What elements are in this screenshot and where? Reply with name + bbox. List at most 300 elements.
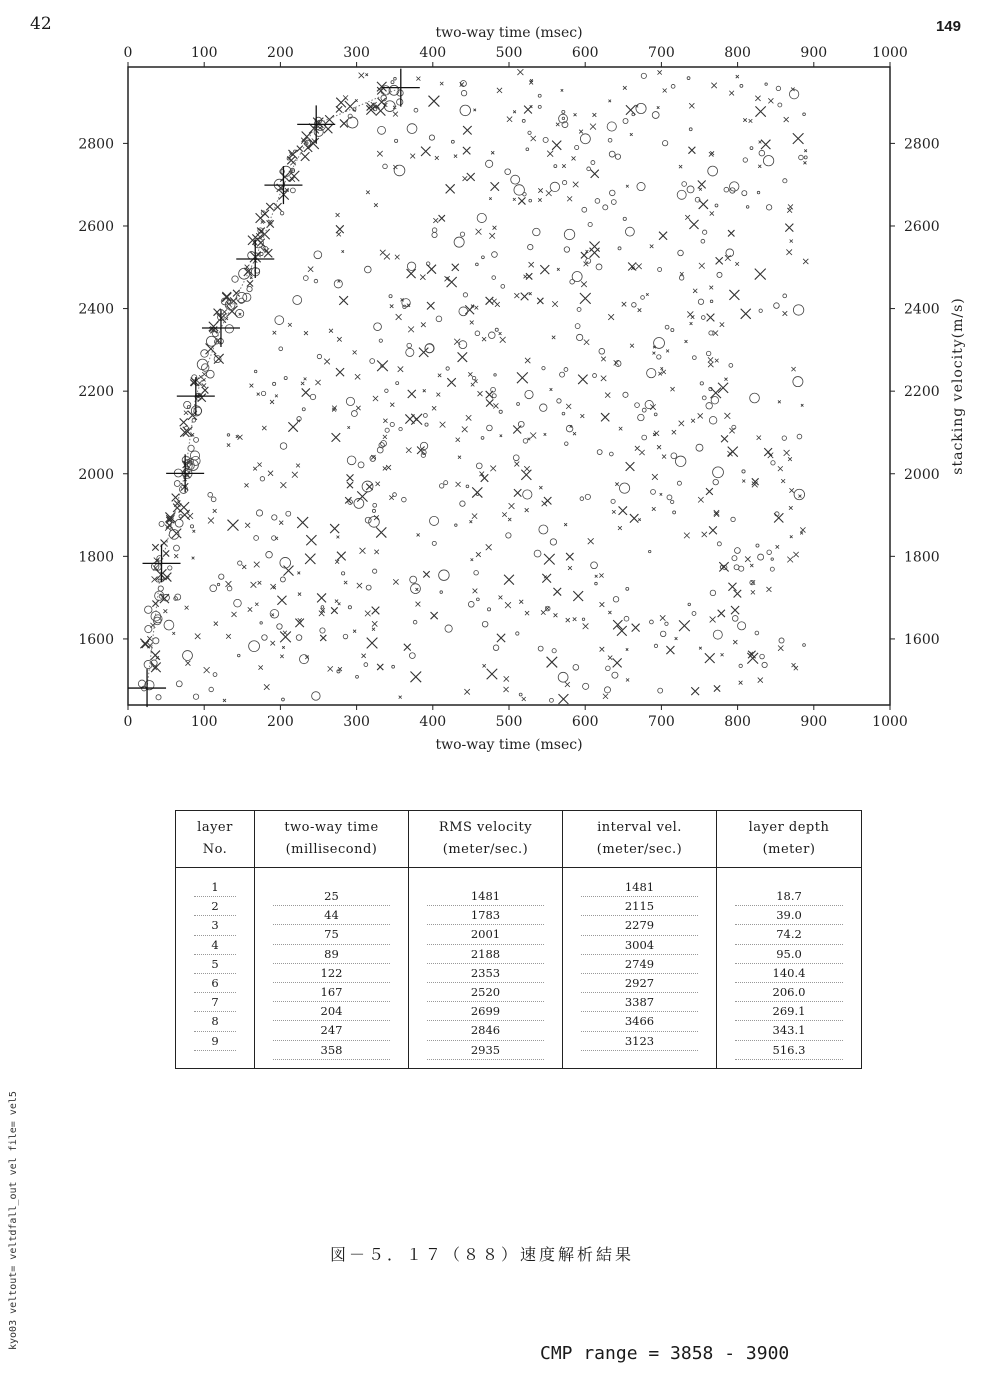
semblance-mark [280, 211, 284, 215]
semblance-mark [402, 497, 407, 502]
semblance-mark [374, 515, 379, 520]
semblance-mark [385, 428, 389, 432]
semblance-mark [435, 156, 439, 160]
semblance-mark [505, 169, 511, 175]
semblance-mark [767, 550, 772, 555]
semblance-mark [460, 232, 464, 236]
semblance-mark [373, 569, 377, 573]
semblance-mark [477, 213, 486, 222]
semblance-mark [778, 645, 783, 650]
semblance-mark [280, 577, 285, 582]
semblance-mark [615, 482, 618, 485]
semblance-mark [552, 649, 556, 653]
semblance-mark [583, 683, 589, 689]
semblance-mark [463, 176, 468, 181]
semblance-mark [231, 612, 236, 617]
semblance-mark [183, 651, 193, 661]
semblance-mark [735, 548, 741, 554]
semblance-mark [757, 436, 761, 440]
semblance-mark [373, 503, 377, 507]
semblance-mark [711, 397, 718, 404]
semblance-mark [517, 69, 523, 75]
semblance-mark [320, 635, 326, 641]
semblance-mark [466, 415, 471, 420]
semblance-mark [476, 463, 482, 469]
semblance-mark [454, 155, 457, 158]
semblance-mark [491, 182, 499, 190]
semblance-mark [499, 410, 502, 413]
semblance-mark [755, 269, 766, 280]
semblance-mark [423, 389, 426, 392]
cell-rms-velocity: 2699 [427, 1002, 544, 1021]
semblance-mark [729, 290, 739, 300]
semblance-mark [504, 676, 509, 681]
semblance-mark [588, 222, 592, 226]
semblance-mark [370, 359, 375, 364]
semblance-mark [374, 323, 382, 331]
cell-layer-depth: 95.0 [735, 945, 843, 964]
semblance-mark [195, 634, 201, 640]
y-tick-label: 2200 [904, 384, 940, 401]
semblance-mark [793, 305, 803, 315]
semblance-mark [329, 329, 333, 333]
semblance-mark [710, 211, 714, 215]
y-tick-label: 2000 [904, 466, 940, 483]
semblance-mark [305, 554, 315, 564]
semblance-mark [492, 276, 496, 280]
semblance-mark [357, 583, 362, 588]
semblance-mark [742, 470, 745, 473]
semblance-mark [447, 277, 457, 287]
semblance-mark [433, 218, 438, 223]
semblance-mark [254, 370, 257, 373]
semblance-mark [608, 100, 611, 103]
semblance-mark [784, 117, 789, 122]
semblance-mark [227, 586, 232, 591]
semblance-mark [553, 588, 561, 596]
cell-layer-depth: 18.7 [735, 887, 843, 906]
semblance-mark [280, 655, 283, 658]
cell-two-way-time: 204 [273, 1002, 390, 1021]
semblance-mark [463, 293, 467, 297]
semblance-mark [758, 678, 763, 683]
semblance-mark [487, 669, 498, 680]
semblance-mark [337, 232, 341, 236]
semblance-mark [514, 462, 519, 467]
semblance-mark [566, 404, 571, 409]
semblance-mark [525, 358, 530, 363]
semblance-mark [786, 249, 792, 255]
semblance-mark [573, 617, 577, 621]
semblance-mark [585, 494, 590, 499]
cell-two-way-time: 122 [273, 964, 390, 983]
semblance-mark [523, 490, 532, 499]
semblance-mark [578, 375, 587, 384]
semblance-mark [513, 455, 519, 461]
semblance-mark [550, 388, 553, 391]
semblance-mark [639, 450, 644, 455]
semblance-mark [427, 265, 436, 274]
semblance-mark [603, 694, 608, 699]
semblance-mark [589, 241, 599, 251]
semblance-mark [539, 525, 548, 534]
semblance-mark [145, 606, 152, 613]
semblance-mark [599, 573, 603, 577]
semblance-mark [542, 574, 551, 583]
semblance-mark [351, 411, 357, 417]
semblance-mark [500, 337, 506, 343]
semblance-mark [667, 495, 672, 500]
semblance-mark [793, 377, 803, 387]
semblance-mark [147, 636, 152, 641]
semblance-mark [577, 307, 581, 311]
semblance-mark [564, 247, 569, 252]
semblance-mark [513, 425, 521, 433]
semblance-mark [192, 530, 195, 533]
semblance-mark [467, 173, 475, 181]
semblance-mark [304, 377, 307, 380]
semblance-mark [580, 414, 584, 418]
semblance-mark [245, 523, 250, 528]
semblance-mark [447, 378, 455, 386]
semblance-mark [713, 630, 722, 639]
semblance-mark [255, 603, 258, 606]
semblance-mark [272, 536, 277, 541]
semblance-mark [283, 631, 287, 635]
semblance-mark [776, 545, 779, 548]
semblance-mark [290, 188, 295, 193]
semblance-mark [436, 316, 442, 322]
semblance-mark [296, 635, 302, 641]
semblance-mark [522, 697, 526, 701]
semblance-mark [657, 70, 661, 74]
semblance-mark [652, 507, 656, 511]
semblance-mark [504, 575, 514, 585]
semblance-mark [374, 203, 378, 207]
semblance-mark [407, 343, 412, 348]
cell-layer-no: 3 [194, 916, 236, 935]
semblance-mark [408, 327, 414, 333]
semblance-mark [258, 581, 262, 585]
x-tick-label: 800 [724, 714, 751, 730]
semblance-mark [733, 640, 737, 644]
semblance-mark [713, 479, 718, 484]
header-layer-no: layer No. [176, 811, 255, 868]
semblance-mark [493, 645, 499, 651]
semblance-mark [383, 435, 387, 439]
semblance-mark [406, 348, 414, 356]
semblance-mark [657, 355, 661, 359]
semblance-mark [626, 185, 629, 188]
cell-interval-vel: 3123 [581, 1032, 698, 1051]
semblance-mark [803, 259, 808, 264]
semblance-mark [518, 421, 524, 427]
y-tick-label: 2000 [78, 466, 114, 483]
semblance-mark [699, 647, 702, 650]
semblance-mark [439, 570, 450, 581]
semblance-mark [282, 646, 285, 649]
semblance-mark [750, 147, 753, 150]
semblance-mark [296, 464, 300, 468]
semblance-mark [576, 334, 582, 340]
semblance-mark [331, 607, 338, 614]
interval-vel-column [563, 868, 717, 1069]
semblance-mark [711, 83, 716, 88]
semblance-mark [651, 490, 656, 495]
plot-frame [128, 67, 890, 705]
semblance-mark [159, 521, 164, 526]
velocity-function-line [147, 88, 401, 688]
semblance-mark [575, 324, 580, 329]
semblance-mark [471, 383, 474, 386]
semblance-mark [260, 622, 262, 624]
header-layer-depth: layer depth (meter) [717, 811, 862, 868]
semblance-mark [473, 589, 478, 594]
semblance-mark [609, 190, 615, 196]
semblance-mark [562, 180, 566, 184]
semblance-mark [736, 75, 739, 78]
semblance-mark [336, 213, 340, 217]
semblance-mark [239, 268, 250, 279]
semblance-mark [710, 617, 716, 623]
semblance-mark [174, 481, 180, 487]
semblance-mark [421, 322, 426, 327]
semblance-mark [261, 210, 269, 218]
semblance-mark [528, 244, 533, 249]
semblance-mark [798, 495, 801, 498]
semblance-mark [260, 477, 264, 481]
semblance-mark [264, 249, 272, 257]
semblance-mark [652, 112, 659, 119]
semblance-mark [341, 572, 344, 575]
semblance-mark [793, 133, 804, 144]
cell-interval-vel: 3387 [581, 993, 698, 1012]
semblance-mark [355, 99, 358, 102]
semblance-mark [613, 620, 622, 629]
semblance-mark [609, 452, 613, 456]
semblance-mark [495, 328, 498, 331]
y-tick-label: 2600 [78, 218, 114, 235]
semblance-mark [497, 634, 505, 642]
semblance-mark [393, 493, 397, 497]
semblance-mark [347, 482, 353, 488]
semblance-mark [458, 352, 468, 362]
cell-interval-vel: 1481 [581, 878, 698, 897]
semblance-mark [774, 303, 780, 309]
semblance-mark [542, 501, 547, 506]
semblance-mark [377, 360, 388, 371]
semblance-mark [225, 325, 233, 333]
semblance-mark [691, 419, 695, 423]
semblance-mark [728, 583, 736, 591]
semblance-mark [474, 379, 478, 383]
semblance-mark [537, 298, 543, 304]
semblance-mark [675, 456, 685, 466]
semblance-mark [612, 672, 618, 678]
semblance-mark [524, 106, 532, 114]
semblance-mark [600, 602, 605, 607]
semblance-mark [789, 488, 793, 492]
semblance-mark [504, 687, 509, 692]
semblance-mark [497, 88, 502, 93]
semblance-mark [347, 474, 354, 481]
semblance-mark [685, 340, 688, 343]
semblance-mark [677, 481, 681, 485]
semblance-mark [549, 698, 553, 702]
x-tick-label: 0 [123, 45, 133, 61]
semblance-mark [657, 445, 661, 449]
semblance-mark [413, 620, 417, 624]
semblance-mark [671, 329, 674, 332]
semblance-mark [783, 179, 787, 183]
semblance-mark [518, 197, 525, 204]
y-tick-label: 1800 [904, 549, 940, 566]
semblance-mark [184, 411, 188, 415]
semblance-mark [538, 188, 542, 192]
semblance-mark [217, 583, 219, 585]
semblance-mark [364, 266, 371, 273]
semblance-mark [710, 590, 716, 596]
semblance-mark [445, 625, 452, 632]
semblance-mark [280, 443, 287, 450]
semblance-mark [253, 467, 257, 471]
cell-two-way-time: 75 [273, 925, 390, 944]
semblance-mark [619, 427, 622, 430]
semblance-mark [259, 665, 263, 669]
semblance-mark [250, 276, 252, 278]
semblance-mark [739, 566, 744, 571]
semblance-mark [474, 570, 479, 575]
semblance-mark [771, 461, 775, 465]
semblance-mark [344, 581, 347, 584]
header-two-way-time: two-way time (millisecond) [255, 811, 409, 868]
semblance-mark [275, 395, 278, 398]
semblance-mark [776, 86, 780, 90]
semblance-mark [374, 550, 378, 554]
semblance-mark [698, 497, 703, 502]
semblance-mark [164, 620, 174, 630]
semblance-mark [343, 634, 348, 639]
semblance-mark [787, 208, 792, 213]
semblance-mark [247, 286, 252, 291]
semblance-mark [237, 654, 240, 657]
semblance-mark [482, 337, 486, 341]
semblance-mark [670, 387, 674, 391]
x-tick-label: 500 [495, 45, 523, 61]
semblance-mark [481, 436, 484, 439]
semblance-mark [788, 204, 793, 209]
semblance-mark [436, 393, 440, 397]
semblance-mark [778, 103, 782, 107]
semblance-mark [152, 544, 158, 550]
semblance-mark [222, 293, 231, 302]
semblance-mark [804, 156, 807, 159]
semblance-mark [579, 130, 583, 134]
semblance-mark [330, 524, 339, 533]
semblance-mark [689, 128, 692, 131]
semblance-mark [661, 367, 664, 370]
semblance-mark [432, 406, 436, 410]
semblance-mark [222, 310, 227, 315]
semblance-mark [525, 390, 533, 398]
semblance-mark [337, 536, 340, 539]
semblance-mark [581, 252, 587, 258]
semblance-mark [176, 681, 182, 687]
semblance-mark [297, 572, 300, 575]
semblance-mark [499, 332, 502, 335]
semblance-mark [590, 124, 596, 130]
semblance-mark [540, 404, 547, 411]
semblance-mark [440, 422, 446, 428]
y-tick-label: 2800 [904, 136, 940, 153]
semblance-mark [626, 648, 628, 650]
semblance-mark [689, 220, 698, 229]
semblance-mark [399, 427, 402, 430]
semblance-mark [440, 591, 443, 594]
semblance-mark [468, 372, 472, 376]
semblance-mark [376, 527, 386, 537]
semblance-mark [728, 447, 738, 457]
semblance-mark [290, 160, 296, 166]
semblance-mark [317, 354, 321, 358]
semblance-mark [635, 403, 640, 408]
semblance-mark [580, 134, 590, 144]
cell-two-way-time: 44 [273, 906, 390, 925]
semblance-mark [208, 518, 214, 524]
semblance-mark [675, 637, 678, 640]
semblance-mark [416, 588, 419, 591]
semblance-mark [698, 299, 703, 304]
semblance-mark [673, 511, 676, 514]
semblance-mark [606, 666, 611, 671]
semblance-mark [194, 407, 202, 415]
semblance-mark [151, 662, 161, 672]
semblance-mark [223, 699, 226, 702]
semblance-mark [540, 265, 549, 274]
semblance-mark [273, 382, 276, 385]
page-number-right: 149 [935, 18, 961, 35]
cell-two-way-time: 25 [273, 887, 390, 906]
semblance-mark [270, 400, 274, 404]
semblance-mark [266, 203, 273, 210]
semblance-mark [707, 314, 715, 322]
semblance-mark [637, 182, 645, 190]
semblance-mark [366, 484, 372, 490]
semblance-mark [632, 303, 637, 308]
semblance-mark [538, 646, 543, 651]
semblance-mark [454, 237, 464, 247]
semblance-mark [482, 256, 485, 259]
semblance-mark [353, 350, 357, 354]
semblance-mark [367, 638, 378, 649]
semblance-mark [372, 621, 377, 626]
semblance-mark [690, 322, 693, 325]
semblance-mark [638, 308, 642, 312]
semblance-mark [270, 641, 275, 646]
semblance-mark [362, 654, 366, 658]
semblance-mark [542, 366, 545, 369]
semblance-mark [280, 482, 286, 488]
semblance-mark [612, 510, 616, 514]
semblance-mark [758, 165, 761, 168]
semblance-mark [407, 262, 415, 270]
semblance-mark [469, 520, 472, 523]
x-tick-label: 0 [123, 714, 133, 730]
semblance-mark [227, 434, 230, 437]
semblance-mark [377, 151, 382, 156]
semblance-mark [778, 400, 781, 403]
x-tick-label: 200 [267, 714, 294, 730]
